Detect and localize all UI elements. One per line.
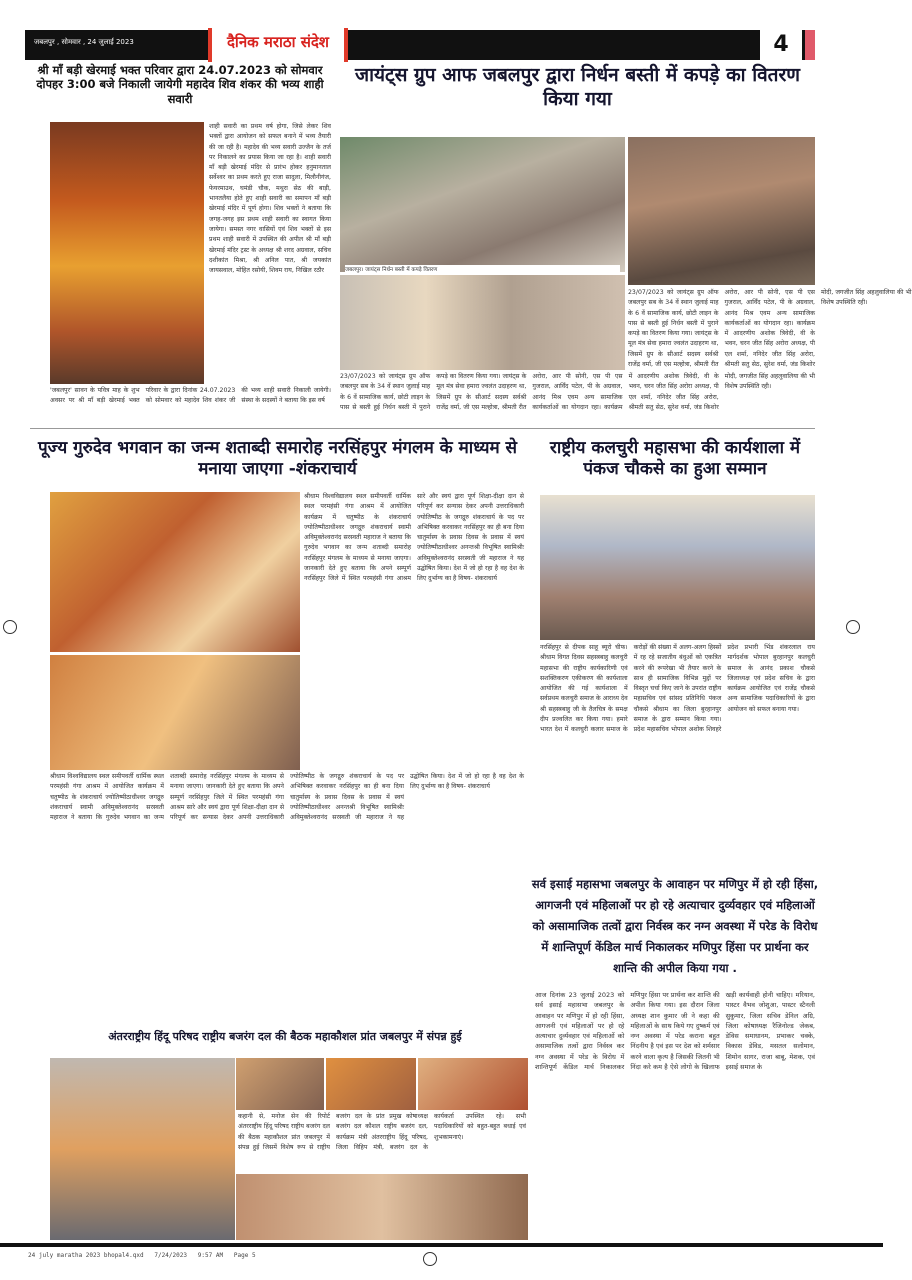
article-5-body: आज दिनांक 23 जुलाई 2023 को सर्व इसाई महासभा जबलपुर के आवाहन पर मणिपुर में हो रही हिंसा, आगजनी एवं महिलाओं पर हो रहे अत्याचार दुर्व्यवहार एवं महिलाओं को असामाजिक तत्वों द्वारा निर्वस्त्र कर नग्न अवस्था में परेड के विरोध में शान्तिपूर्ण केंडिल मार्च निकालकर मणिपुर हिंसा पर प्रार्थना कर शान्ति की अपील किया गया। इस दौरान जिला अध्यक्ष शान कुमार जी ने कहा की महिलाओं के साथ किये गए दुष्कर्म एवं नग्न अवस्था में परेड कराना बहुत निंदनीय है एवं इस पर देश को शर्मसार करने वाला कृत्य है जिसकी जितनी भी निंदा करे कम है ऐसे लोगो के खिलाफ खड़ी कार्यवाही होनी चाहिए। मरियान, पास्टर वैभव जोशुआ, पास्टर स्टैनली सुकुमार, जिला सचिव डेनिल अग्रि, जिला कोषाध्यक्ष रैजिनोल्ड जेकब, डेविस समाधानम, प्रभाकर चक्के, विकास डेविड, मसतल सलोमान, शिमोन सागर, राजा बाबू, मेशक, एवं इसाई समाज के	[535, 991, 815, 1072]
article-3-body: श्रीधाम विश्वविद्यालय स्थल समीपवर्ती धार्मिक स्थल परमहंसी गंगा आश्रम में आयोजित कार्यक्रम में चतुष्पीठ के शंकराचार्य ज्योतिष्पीठाधीश्वर जगद्गुरु शंकराचार्य स्वामी अविमुक्तेश्वरानंद सरस्वती महाराज ने बताया कि गुरुदेव भगवान का जन्म शताब्दी समारोह नरसिंहपुर मंगलम के माध्यम से मनाया जाएगा। जानकारी देते हुए बताया कि अपने सम्पूर्ण नरसिंहपुर जिले में स्थित परमहंसी गंगा आश्रम सारे और स्वयं द्वारा पूर्ण शिक्षा-दीक्षा दान से परिपूर्ण कर सन्यास देकर अपनी उत्तराधिकारी ज्योतिष्पीठ के जगद्गुरु शंकराचार्य के पद पर अभिषिक्त करवाकर नरसिंहपुर का ही बना दिया चातुर्मास्य के प्रवास दिवस के प्रवास में स्वयं ज्योतिष्पीठाधीश्वर अनन्तश्री विभूषित स्वामिश्रीः अविमुक्तेश्वरानंद सरस्वती जी महाराज ने यह उद्घोषित किया। देश में जो हो रहा है वह देश के लिए दुर्भाग्य का है विषय- शंकराचार्य	[50, 773, 524, 822]
article-3-body-right: श्रीधाम विश्वविद्यालय स्थल समीपवर्ती धार्मिक स्थल परमहंसी गंगा आश्रम में आयोजित कार्यक्रम में चतुष्पीठ के शंकराचार्य ज्योतिष्पीठाधीश्वर जगद्गुरु शंकराचार्य स्वामी अविमुक्तेश्वरानंद सरस्वती महाराज ने बताया कि गुरुदेव भगवान का जन्म शताब्दी समारोह नरसिंहपुर मंगलम के माध्यम से मनाया जाएगा। जानकारी देते हुए बताया कि अपने सम्पूर्ण नरसिंहपुर जिले में स्थित परमहंसी गंगा आश्रम सारे और स्वयं द्वारा पूर्ण शिक्षा-दीक्षा दान से परिपूर्ण कर सन्यास देकर अपनी उत्तराधिकारी ज्योतिष्पीठ के जगद्गुरु शंकराचार्य के पद पर अभिषिक्त करवाकर नरसिंहपुर का ही बना दिया चातुर्मास्य के प्रवास दिवस के प्रवास में स्वयं ज्योतिष्पीठाधीश्वर अनन्तश्री विभूषित स्वामिश्रीः अविमुक्तेश्वरानंद सरस्वती जी महाराज ने यह उद्घोषित किया। देश में जो हो रहा है वह देश के लिए दुर्भाग्य का है विषय- शंकराचार्य	[304, 493, 524, 583]
article-1-body: शाही सवारी का प्रथम वर्ष होगा, जिसे लेकर शिव भक्तों द्वारा आयोजन को सफल बनाने में भव्य तैयारी की जा रही है। महादेव की भव्य सवारी उज्जैन के तर्ज पर निकालने का प्रयास किया जा रहा है। शाही सवारी माँ बड़ी खेरमाई मंदिर से प्रारंभ होकर हनुमानताल सर्वेश्वर का प्रथम करते हुए राजा सादुला, मिलौनीगंज, फेयरमाउथ, घमंडी चौक, मथुरा सेठ की बाड़ी, भानतलैया होते हुए शाही सवारी का समापन माँ बड़ी खेरमाई मंदिर में पूर्ण होगा। शिव भक्तों ने बताया कि जगह-जगह इस प्रथम शाही सवारी का स्वागत किया जायेगा। समस्त नगर वासियों एवं शिव भक्तों से इस प्रथम शाही सवारी में उपस्थित की अपील श्री माँ बड़ी खेरमाई मंदिर ट्रस्ट के अध्यक्ष श्री शरद अग्रवाल, सचिव दशीकांत मिश्रा, श्री अनिल पात, श्री जयकांत जायसवाल, मोहित रसोयी, शिवम राय, निखिल रठौर	[209, 123, 331, 275]
footer-rule	[0, 1243, 883, 1247]
felicitation-photo	[540, 495, 815, 640]
registration-mark-icon	[846, 620, 860, 634]
giants-group-photo	[340, 275, 625, 370]
article-2-headline: जायंट्स ग्रुप आफ जबलपुर द्वारा निर्धन बस्ती में कपड़े का वितरण किया गया	[354, 64, 801, 110]
shankaracharya-photo-1	[50, 492, 300, 652]
bajrang-dal-photo-4	[418, 1058, 528, 1110]
bajrang-dal-photo-3	[326, 1058, 416, 1110]
section-divider	[30, 428, 815, 429]
page-number: 4	[760, 28, 802, 62]
children-photo	[628, 137, 815, 285]
shankaracharya-photo-2	[50, 655, 300, 770]
article-1-headline: श्री माँ बड़ी खेरमाई भक्त परिवार द्वारा 24.07.2023 को सोमवार दोपहर 3:00 बजे निकाली जायेगी महादेव शिव शंकर की भव्य शाही सवारी	[36, 63, 324, 106]
file-slug: 24 july maratha 2023 bhopal4.qxd 7/24/2023 9:57 AM Page 5	[28, 1252, 256, 1259]
article-6-headline: अंतरराष्ट्रीय हिंदू परिषद राष्ट्रीय बजरंग दल की बैठक महाकौशल प्रांत जबलपुर में संपन्न हुई	[108, 1030, 462, 1043]
article-4-headline: राष्ट्रीय कलचुरी महासभा की कार्यशाला में पंकज चौकसे का हुआ सम्मान	[549, 438, 801, 480]
article-6-body: कहानी से, मनोज सेन की रिपोर्ट अंतरराष्ट्रीय हिंदू परिषद राष्ट्रीय बजरंग दल की बैठक महाकौशल प्रांत जबलपुर में संपन्न हुई जिसमें विशेष रूप से राष्ट्रीय बजरंग दल के प्रांत प्रमुख कोषाध्यक्ष बजरंग दल कौशल राष्ट्रीय बजरंग दल, कार्यक्रम मंत्री अंतरराष्ट्रीय हिंदू परिषद, जिला विहिप मंत्री, बजरंग दल के कार्यकर्ता उपस्थित रहे। सभी पदाधिकारियों को बहुत-बहुत बधाई एवं शुभकामनाएं।	[238, 1113, 526, 1151]
article-3-headline: पूज्य गुरुदेव भगवान का जन्म शताब्दी समारोह नरसिंहपुर मंगलम के माध्यम से मनाया जाएगा -शंकराचार्य	[37, 438, 518, 480]
newspaper-title: दैनिक मराठा संदेश	[226, 33, 330, 51]
article-2-body-right: 23/07/2023 को जायंट्स ग्रुप ऑफ जबलपुर सब के 34 वें स्थान जुलाई माह के 6 वें सामाजिक कार्य, छोटी लाइन के पास से बस्ती हुई निर्धन बस्ती में पुराने कपड़े का वितरण किया गया। जायंट्स के मूल मंत्र सेवा हमारा ज्वलंत उदाहरण था, जिसमें ग्रुप के सीआर्ट सदस्य सर्वश्री राजेंद्र वर्मा, जी एस मल्होत्रा, श्रीमती रीत अरोरा, आर पी सोनी, एस पी एस गुजराल, आर्विंद पटेल, पी के अग्रवाल, आनंद मिश्र एवम अन्य सामाजिक कार्यकर्ताओं का योगदान रहा। कार्यक्रम में आदरणीय अशोक त्रिवेदी, वी के भवन, चरन जीत सिंह अरोरा अध्यक्ष, पी एल शर्मा, ननिदेर जीत सिंह अरोरा, श्रीमती सतु सेठ, सुरेश वर्मा, जंड किशोर मोदी, जगजीत सिंह अहलुवालिया की भी विशेष उपस्थिति रही।	[628, 289, 912, 369]
registration-mark-icon	[3, 620, 17, 634]
article-4-body: नरसिंहपुर से दीपक साहू ब्यूरो चीफ। श्रीधाम विगत दिवस सहस्त्रबाहु कलचुरी महासभा की राष्ट्रीय कार्यकारिणी एवं सशक्तिकरण एकीकरण की कार्यशाला आयोजित की गई कार्यशाला में सर्वप्रथम कलचुरी समाज के आराध्य देव श्री सहस्त्रबाहु जी के तैलचित्र के समक्ष दीप प्रज्वलित कर किया गया। हमारे भारत देश में कलचुरी कलार समाज के करोड़ों की संख्या में अलग-अलग हिस्सों में रह रहे सजातीय बंधुओं को एकत्रित करने की रूपरेखा भी तैयार करने के साथ ही सामाजिक विभिन्न मुद्दों पर विस्तृत चर्चा किए जाने के उपरांत राष्ट्रीय महासचिव एवं सांसद प्रतिनिधि पंकज चौकसे श्रीधाम का जिला बुरहानपुर समाज के द्वारा सम्मान किया गया। प्रदेश महासचिव भोपाल अशोक शिवहरे प्रदेश प्रभारी भिंड शंकरलाल राय मार्गदर्शक भोपाल बुरहानपुर कलचुरी समाज के आनंद प्रकाश चौकसे जिलाध्यक्ष एवं प्रदेश सचिव के द्वारा कार्यक्रम आयोजित एवं राजेंद्र चौकसे अन्य सामाजिक पदाधिकारियों के द्वारा आयोजन को सफल बनाया गया।	[540, 644, 815, 734]
bajrang-dal-photo-1	[50, 1058, 235, 1240]
article-1-caption: 'जबलपुर' सावन के पवित्र माह के शुभ अवसर पर श्री माँ बड़ी खेरमाई भक्त परिवार के द्वारा दिनांक 24.07.2023 को सोमवार को महादेव शिव शंकर जी की भव्य शाही सवारी निकाली जायेगी। संस्था के सदस्यों ने बताया कि इस वर्ष	[50, 387, 331, 405]
photo-caption: जबलपुर। जायंट्स निर्धन बस्ती में कपड़े वितरण	[345, 265, 620, 273]
article-2-body: 23/07/2023 को जायंट्स ग्रुप ऑफ जबलपुर सब के 34 वें स्थान जुलाई माह के 6 वें सामाजिक कार्य, छोटी लाइन के पास से बस्ती हुई निर्धन बस्ती में पुराने कपड़े का वितरण किया गया। जायंट्स के मूल मंत्र सेवा हमारा ज्वलंत उदाहरण था, जिसमें ग्रुप के सीआर्ट सदस्य सर्वश्री राजेंद्र वर्मा, जी एस मल्होत्रा, श्रीमती रीत अरोरा, आर पी सोनी, एस पी एस गुजराल, आर्विंद पटेल, पी के अग्रवाल, आनंद मिश्र एवम अन्य सामाजिक कार्यकर्ताओं का योगदान रहा। कार्यक्रम में आदरणीय अशोक त्रिवेदी, वी के भवन, चरन जीत सिंह अरोरा अध्यक्ष, पी एल शर्मा, ननिदेर जीत सिंह अरोरा, श्रीमती सतु सेठ, सुरेश वर्मा, जंड किशोर मोदी, जगजीत सिंह अहलुवालिया की भी विशेष उपस्थिति रही।	[340, 373, 815, 411]
bajrang-dal-photo-2	[236, 1058, 324, 1110]
bajrang-dal-photo-5	[236, 1174, 528, 1240]
clothes-distribution-photo-1	[340, 137, 625, 272]
shiva-idol-photo	[50, 122, 204, 384]
masthead-date: जबलपुर , सोमवार , 24 जुलाई 2023	[34, 38, 134, 46]
article-5-headline: सर्व इसाई महासभा जबलपुर के आवाहन पर मणिपुर में हो रही हिंसा, आगजनी एवं महिलाओं पर हो रहे अत्याचार दुर्व्यवहार एवं महिलाओं को असामाजिक तत्वों द्वारा निर्वस्त्र कर नग्न अवस्था में परेड के विरोध में शान्तिपूर्ण केंडिल मार्च निकालकर मणिपुर हिंसा पर प्रार्थना कर शान्ति की अपील किया गया .	[531, 877, 819, 975]
masthead-bar	[25, 30, 815, 60]
masthead-accent	[805, 30, 815, 60]
registration-mark-icon	[423, 1252, 437, 1266]
